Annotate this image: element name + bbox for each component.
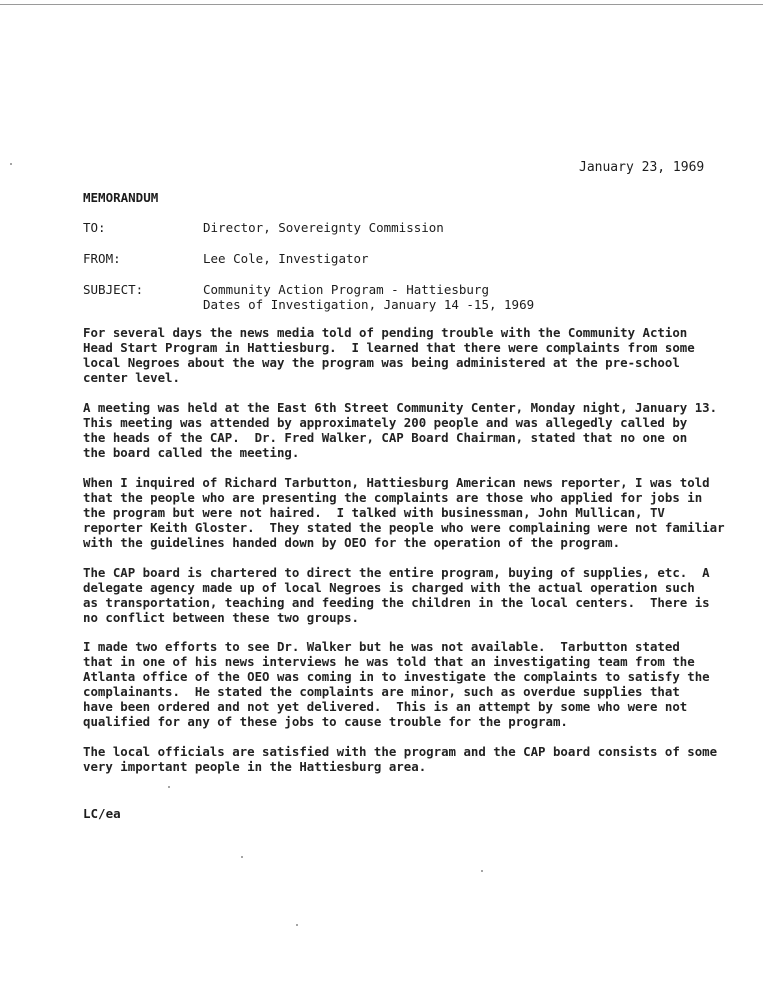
page-top-border xyxy=(0,4,763,5)
scan-speck xyxy=(241,856,243,858)
paragraph-meeting: A meeting was held at the East 6th Street Community Center, Monday night, January 13. This meeting was attended by approximately 200 people and was allegedly called by the heads of the CAP. Dr. Fred Walker, CAP Board Chairman, stated that no one on the board called the meeting. xyxy=(83,400,718,460)
paragraph-news-media: For several days the news media told of pending trouble with the Community Action Head Start Program in Hattiesburg. I learned that there were complaints from some local Negroes about the way the program was being administered at the pre-school center level. xyxy=(83,325,695,385)
paragraph-inquiry: When I inquired of Richard Tarbutton, Hattiesburg American news reporter, I was told that the people who are presenting the complaints are those who applied for jobs in the program but were not haired. I talked with businessman, John Mullican, TV reporter Keith Gloster. They stated the people who were complaining were not familiar with the guidelines handed down by OEO for the operation of the program. xyxy=(83,475,725,550)
memo-date: January 23, 1969 xyxy=(579,160,705,175)
paragraph-efforts: I made two efforts to see Dr. Walker but he was not available. Tarbutton stated that in one of his news interviews he was told that an investigating team from the Atlanta office of the OEO was coming in to investigate the complaints to satisfy the complainants. He stated the complaints are minor, such as overdue supplies that have been ordered and not yet delivered. This is an attempt by some who were not qualified for any of these jobs to cause trouble for the program. xyxy=(83,639,710,729)
memo-heading: MEMORANDUM xyxy=(83,190,159,205)
from-value: Lee Cole, Investigator xyxy=(203,251,369,266)
paragraph-local-officials: The local officials are satisfied with the program and the CAP board consists of some very important people in the Hattiesburg area. xyxy=(83,744,718,774)
scan-speck xyxy=(10,163,12,165)
scan-speck xyxy=(481,870,483,872)
to-label: TO: xyxy=(83,220,106,235)
from-label: FROM: xyxy=(83,251,121,266)
scan-speck xyxy=(168,786,170,788)
scan-speck xyxy=(296,924,298,926)
paragraph-cap-board: The CAP board is chartered to direct the entire program, buying of supplies, etc. A delegate agency made up of local Negroes is charged with the actual operation such as transportation, teaching and feeding the children in the local centers. There is no conflict between these two groups. xyxy=(83,565,710,625)
subject-label: SUBJECT: xyxy=(83,282,144,297)
signature-initials: LC/ea xyxy=(83,806,121,821)
subject-line-2: Dates of Investigation, January 14 -15, 1969 xyxy=(203,297,535,312)
subject-line-1: Community Action Program - Hattiesburg xyxy=(203,282,489,297)
to-value: Director, Sovereignty Commission xyxy=(203,220,444,235)
